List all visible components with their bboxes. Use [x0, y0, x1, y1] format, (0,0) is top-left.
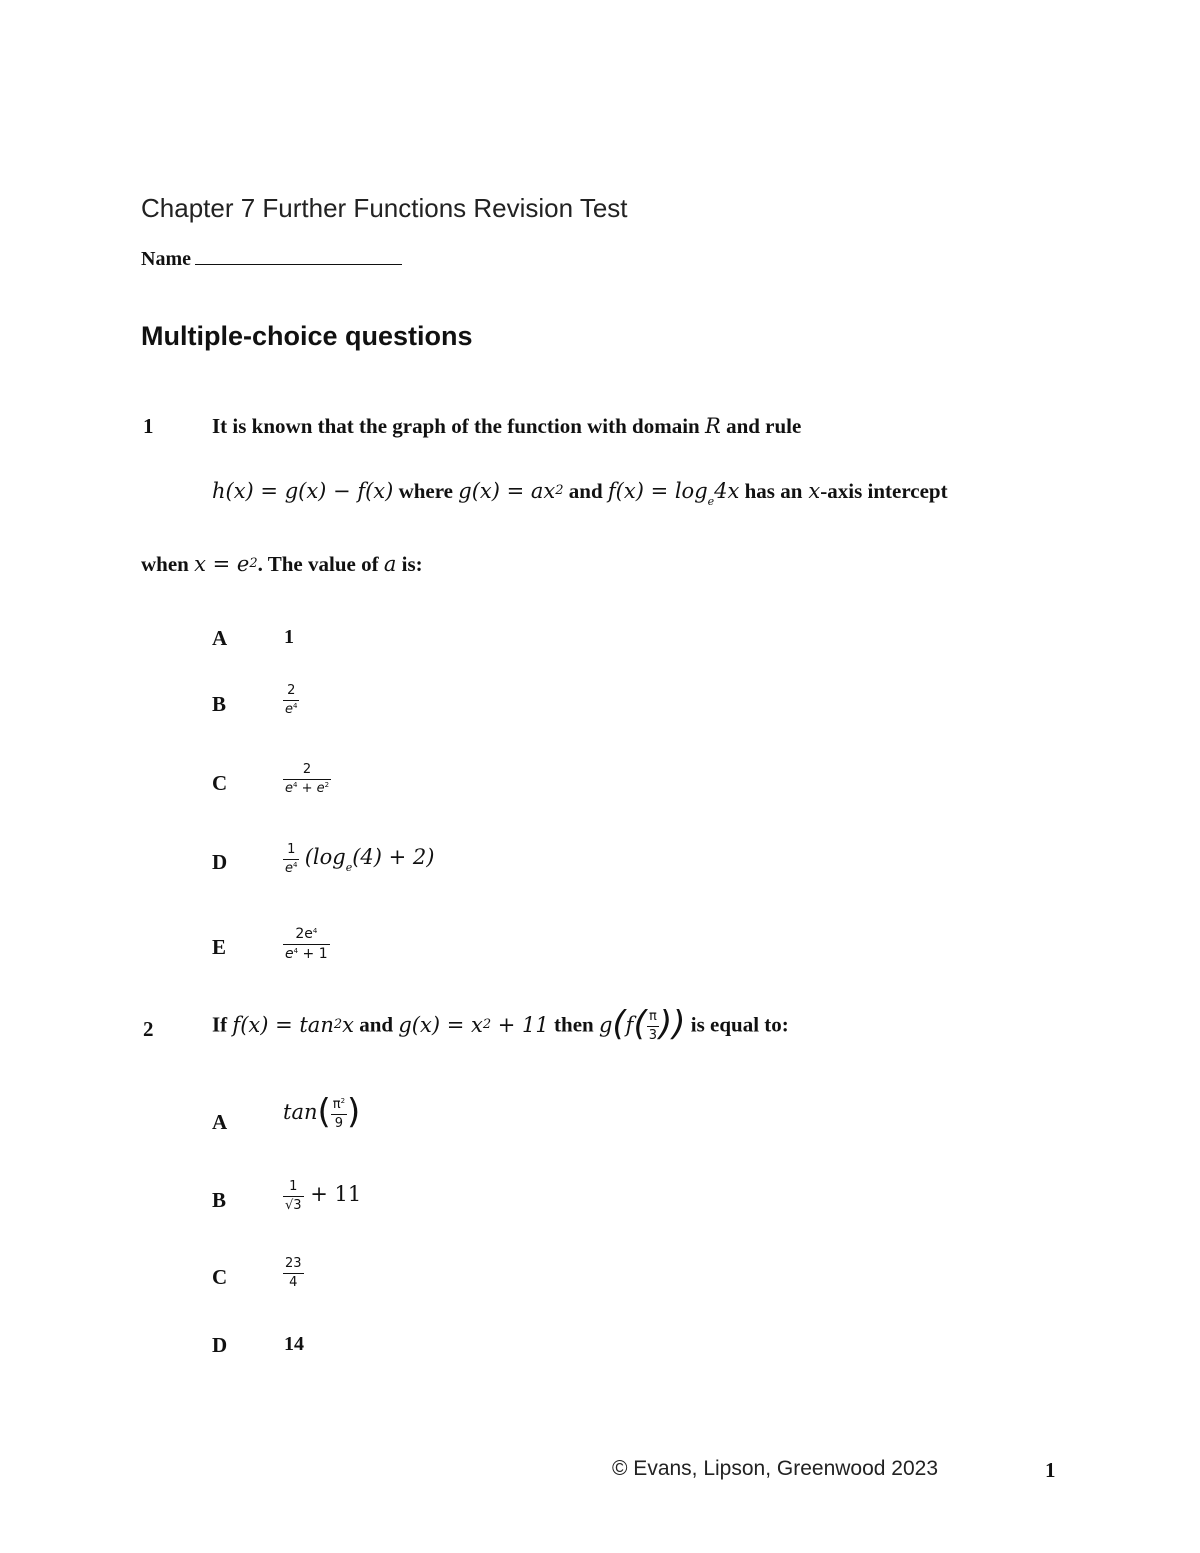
num-base: 2e	[295, 926, 313, 942]
q2-option-b-value	[283, 1180, 361, 1212]
expr-open: (log	[304, 844, 346, 869]
q1-domain-symbol: R	[705, 414, 721, 438]
q1-option-d-fraction	[283, 843, 299, 875]
q2-option-c-value	[283, 1257, 304, 1289]
q2-option-a-letter: A	[212, 1110, 228, 1134]
q1-option-c-letter: C	[212, 771, 228, 795]
q1-g-exponent: 2	[555, 483, 564, 498]
q1-a-var: a	[383, 552, 397, 576]
q2-option-d-letter: D	[212, 1333, 228, 1357]
q1-option-b-letter: B	[212, 692, 227, 716]
q1-option-e-fraction	[283, 927, 330, 961]
q1-x-eq: x = e	[194, 552, 250, 576]
question-1-line-1	[212, 414, 801, 439]
den-base: e	[285, 860, 293, 876]
q2-close-paren-outer: )	[672, 1004, 686, 1044]
question-1-number: 1	[143, 414, 154, 438]
q1-x-exponent: 2	[249, 556, 258, 571]
q2-open-paren-inner: (	[633, 1004, 647, 1044]
fraction-denominator	[283, 701, 299, 717]
q1-g-expression	[458, 479, 563, 503]
expr-log-base: e	[345, 860, 353, 874]
den-plus: +	[297, 780, 317, 796]
fraction-denominator: 4	[289, 1274, 298, 1290]
q1-option-d-value	[283, 843, 434, 875]
q1-f-text: f(x) = log	[607, 479, 708, 503]
q2-f-text: f(x) = tan	[232, 1012, 334, 1037]
q2-option-c-fraction	[283, 1257, 304, 1289]
q1-value-of: . The value of	[257, 552, 379, 576]
q1-f-arg: 4x	[714, 479, 740, 503]
q1-option-b-value	[283, 684, 299, 716]
q1-g-text: g(x) = ax	[458, 479, 556, 503]
fraction-denominator: √3	[285, 1197, 302, 1213]
q2-f-tail: x	[342, 1012, 354, 1037]
q2-option-b-letter: B	[212, 1188, 227, 1212]
q2-option-b-fraction	[283, 1180, 304, 1212]
q1-option-b-fraction	[283, 684, 299, 716]
q1-h-expression: h(x) = g(x) − f(x)	[212, 479, 394, 503]
den-base-b: e	[316, 780, 325, 796]
fraction-denominator: 3	[648, 1027, 657, 1043]
q1-option-a-letter: A	[212, 626, 228, 650]
q2-option-a-fraction	[331, 1098, 347, 1130]
footer-copyright: © Evans, Lipson, Greenwood 2023	[612, 1457, 939, 1480]
q2-option-c-letter: C	[212, 1265, 228, 1289]
q2-then: then	[554, 1012, 594, 1037]
fraction-numerator: 2	[283, 684, 299, 701]
q2-g-expression	[398, 1013, 548, 1037]
q1-option-d-expression	[304, 844, 435, 874]
num-exponent: 2	[340, 1096, 346, 1105]
fraction-numerator: π	[647, 1010, 659, 1027]
q1-log-base: e	[707, 495, 715, 508]
fraction-numerator	[283, 927, 330, 945]
den-exponent: 4	[293, 701, 298, 710]
question-2-stem	[212, 1004, 789, 1044]
fraction-numerator: 2	[283, 763, 331, 780]
q1-option-c-value	[283, 763, 331, 795]
q2-comp-f: f	[625, 1012, 634, 1037]
q1-option-d-letter: D	[212, 850, 228, 874]
q2-tan-exponent: 2	[333, 1016, 343, 1032]
q2-option-d-value: 14	[284, 1333, 304, 1355]
q2-comp-g: g	[598, 1012, 613, 1037]
q2-option-a-open-paren: (	[317, 1092, 331, 1132]
fraction-denominator	[283, 860, 299, 876]
den-base: e	[285, 701, 293, 717]
q2-f-expression	[232, 1013, 354, 1037]
num-base: π	[332, 1096, 341, 1112]
question-1-line-3	[141, 552, 423, 577]
q2-pi-over-3	[647, 1010, 659, 1042]
expr-close: (4) + 2)	[352, 844, 435, 869]
q1-option-e-letter: E	[212, 935, 227, 959]
q1-option-e-value	[283, 927, 330, 961]
question-1-line-2	[212, 479, 948, 508]
q2-close-paren-inner: )	[659, 1004, 673, 1044]
den-base: e	[285, 945, 294, 962]
num-exponent: 4	[312, 927, 318, 935]
question-2-number: 2	[143, 1017, 154, 1041]
q1-option-c-fraction	[283, 763, 331, 795]
q2-option-a-close-paren: )	[347, 1092, 361, 1132]
q1-where: where	[398, 479, 454, 503]
page-title: Chapter 7 Further Functions Revision Test	[141, 193, 628, 223]
q2-is-equal: is equal to:	[690, 1012, 789, 1037]
q2-g-text: g(x) = x	[398, 1012, 483, 1037]
q2-g-exponent: 2	[482, 1016, 492, 1032]
den-exponent-b: 2	[324, 780, 330, 789]
den-base-a: e	[285, 780, 293, 796]
section-title: Multiple-choice questions	[141, 321, 473, 351]
fraction-denominator	[283, 780, 331, 796]
q2-g-tail: + 11	[491, 1012, 549, 1037]
name-field	[141, 246, 402, 271]
q1-option-a-value: 1	[284, 626, 294, 648]
den-exponent-a: 4	[293, 780, 298, 789]
q1-axis-intercept: -axis intercept	[820, 479, 948, 503]
q2-option-b-tail: + 11	[303, 1181, 362, 1206]
den-exponent: 4	[293, 946, 299, 955]
name-label: Name	[141, 248, 191, 270]
q1-when: when	[141, 552, 189, 576]
fraction-numerator: 23	[283, 1257, 304, 1274]
q1-x-value	[194, 552, 258, 576]
name-blank-line	[195, 246, 402, 265]
q2-open-paren-outer: (	[612, 1004, 626, 1044]
q2-option-a-fn: tan	[283, 1099, 318, 1124]
q1-text-end: and rule	[726, 414, 802, 438]
fraction-denominator: 9	[334, 1115, 344, 1131]
q1-x-var: x	[808, 479, 821, 503]
q1-f-expression	[607, 479, 740, 508]
page-number: 1	[1045, 1458, 1056, 1482]
fraction-numerator	[331, 1098, 347, 1115]
q1-text: It is known that the graph of the function with domain	[212, 414, 700, 438]
den-exponent: 4	[293, 860, 298, 869]
fraction-numerator: 1	[283, 843, 299, 860]
q1-and: and	[568, 479, 603, 503]
q2-and: and	[359, 1012, 394, 1037]
fraction-denominator	[283, 945, 330, 962]
q2-composition	[598, 1004, 686, 1044]
q1-is: is:	[401, 552, 423, 576]
den-tail: + 1	[298, 945, 328, 962]
q2-if: If	[212, 1012, 228, 1037]
fraction-numerator: 1	[283, 1180, 304, 1197]
q2-option-a-value	[283, 1092, 361, 1132]
q1-has-an: has an	[744, 479, 803, 503]
